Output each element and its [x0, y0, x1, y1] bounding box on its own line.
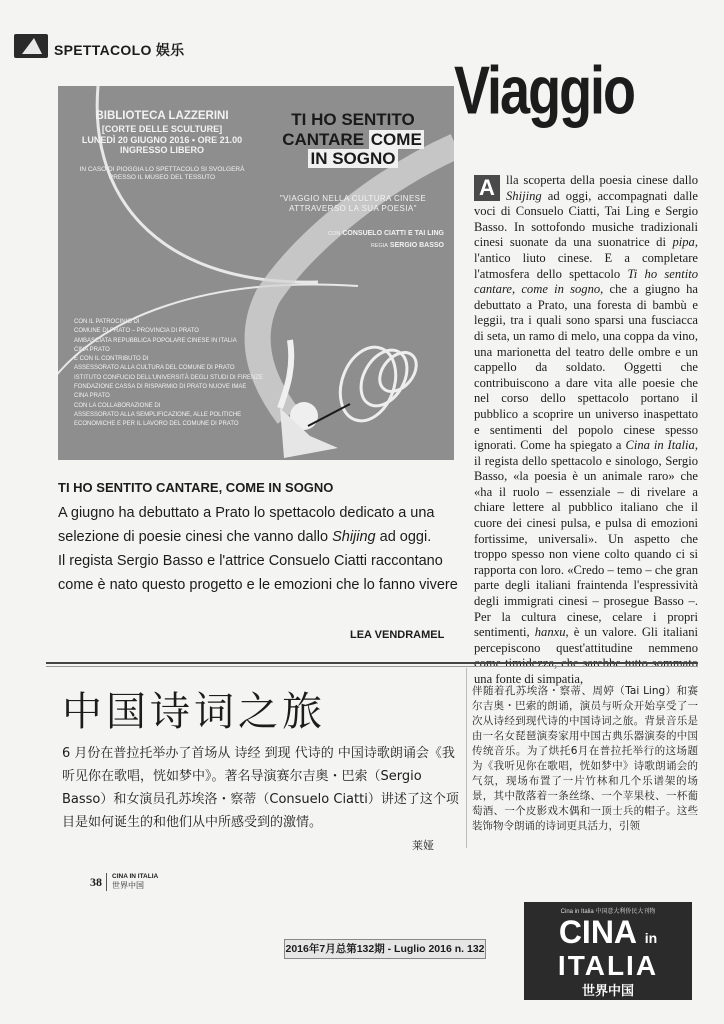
article-em-2: pipa: [672, 235, 695, 250]
headline: Viaggio: [454, 53, 635, 129]
article-em-3: Ti ho sentito cantare, come in sogno: [474, 266, 698, 297]
caption-summary-part1-end: ad oggi.: [375, 529, 432, 545]
logo-in: in: [644, 930, 658, 946]
article-text-1: lla scoperta della poesia cinese dallo: [506, 173, 698, 187]
poster-director: SERGIO BASSO: [389, 241, 444, 249]
poster-credit-line: ASSESSORATO ALLA CULTURA DEL COMUNE DI PRATO: [74, 365, 235, 372]
poster-venue-block: [74, 110, 250, 182]
chinese-author: 莱娅: [412, 839, 434, 852]
chinese-body: 伴随着孔苏埃洛・察蒂、周婷（Tai Ling）和赛尔吉奥・巴索的朗诵，演员与听众开始享受了一次从诗经到现代诗的中国诗词之旅。背景音乐是由一名女琵琶演奏家用中国古典乐器演奏的中国传统音乐。为了烘托6月在普拉托举行的这场题为《我听见你在歌唱，恍如梦中》诗歌朗诵会的气氛，现场布置了一片竹林和几个乐谱架的场景，其中散落着一条丝绦、一个苹果枝、一杯葡萄酒、一个皮影戏木偶和一顶士兵的帽子。这些装饰物令朗诵的诗词更具活力，引领: [472, 685, 698, 832]
page-number: 38: [90, 875, 102, 889]
poster-title: [262, 110, 444, 169]
article-text-3: , l'antico liuto cinese. E a completare l'atmosfera dello spettacolo: [474, 235, 698, 281]
chinese-summary: 6 月份在普拉托举办了首场从 诗经 到现 代诗的 中国诗歌朗诵会《我听见你在歌唱，恍如梦中》。著名导演赛尔吉奥・巴索（Sergio Basso）和女演员孔苏埃洛・察蒂（Consuelo Ciatti）讲述了这个项目是如何诞生的和他们从中所感受到的激情。: [62, 746, 459, 830]
poster-with-label: CON: [328, 231, 341, 237]
poster-director-label: REGIA: [370, 242, 388, 249]
logo-cina: CINA: [558, 914, 636, 950]
poster-venue: BIBLIOTECA LAZZERINI: [95, 110, 229, 122]
section-divider-thin: [46, 666, 698, 667]
poster-title-line3: IN SOGNO: [310, 149, 396, 169]
column-divider: [466, 668, 467, 848]
poster-credit-line: ISTITUTO CONFUCIO DELL'UNIVERSITÀ DEGLI STUDI DI FIRENZE: [74, 374, 264, 381]
page-number-divider: [106, 873, 107, 891]
poster-credit-line: E CON IL CONTRIBUTO DI: [74, 356, 149, 363]
article-body: [474, 173, 698, 688]
section-label: SPETTACOLO 娱乐: [54, 42, 185, 58]
poster-title-line2a: CANTARE: [282, 129, 369, 149]
article-text-2: ad oggi, accompagnati dalle voci di Consuelo Ciatti, Tai Ling e Sergio Basso. In sottofondo musiche tradizionali cinesi suonate da una suonatrice di: [474, 188, 698, 250]
magazine-mark-cn: 世界中国: [112, 880, 144, 890]
poster-credit-line: FONDAZIONE CASSA DI RISPARMIO DI PRATO NUOVE IMAE: [74, 384, 247, 391]
poster-cast-block: [268, 228, 444, 252]
logo-cn: 世界中国: [581, 984, 634, 999]
caption-summary-part2: Il regista Sergio Basso e l'attrice Consuelo Ciatti raccontano come è nato questo progetto e le emozioni che lo fanno vivere: [58, 553, 458, 593]
caption-summary-part1: A giugno ha debuttato a Prato lo spettacolo dedicato a una selezione di poesie cinesi che vanno dallo: [58, 505, 435, 545]
section-mark-icon: [14, 34, 48, 58]
magazine-logo: [524, 902, 692, 1000]
issue-label: 2016年7月总第132期 - Luglio 2016 n. 132: [284, 939, 486, 959]
logo-italia: ITALIA: [557, 950, 659, 981]
poster-entry: INGRESSO LIBERO: [119, 145, 204, 156]
caption-summary: [58, 501, 458, 597]
poster-credit-line: ASSESSORATO ALLA SEMPLIFICAZIONE, ALLE POLITICHE: [74, 411, 242, 418]
poster-credit-line: ECONOMICHE E PER IL LAVORO DEL COMUNE DI PRATO: [74, 421, 239, 428]
poster-venue-sub: [CORTE DELLE SCULTURE]: [101, 123, 223, 134]
article-text-5: , il regista dello spettacolo e sinologo, Sergio Basso, «la poesia è un animale raro» che «ha il ruolo – essenziale – di rivelare a chiare lettere al pubblico italiano che il cuore dei cinesi pulsa, e pulsa di emozioni fortissime, universali». Un aspetto che troppo spesso non viene colto quando ci si rapporta con loro. «Credo – temo – che gran parte degli italiani fraintenda l'espressività degli immigrati cinesi – prosegue Basso –. Per la cultura cinese, celare i propri sentimenti,: [474, 438, 698, 640]
magazine-mark-it: CINA IN ITALIA: [112, 873, 159, 880]
poster-credit-line: CON LA COLLABORAZIONE DI: [74, 402, 161, 409]
poster-credit-line: CINA PRATO: [74, 393, 110, 400]
article-em-1: Shijing: [506, 188, 542, 203]
chinese-title: 中国诗词之旅: [62, 689, 326, 735]
magazine-mark: [112, 873, 158, 890]
poster-credits: [74, 318, 274, 430]
logo-top: Cina in Italia 中国意大利侨民大刊物: [560, 909, 656, 915]
poster-rain-note: IN CASO DI PIOGGIA LO SPETTACOLO SI SVOLGERÀ PRESSO IL MUSEO DEL TESSUTO: [79, 166, 245, 181]
poster-cast: CONSUELO CIATTI E TAI LING: [342, 230, 444, 237]
article-em-4: Cina in Italia: [625, 438, 695, 453]
poster-subtitle: "VIAGGIO NELLA CULTURA CINESE ATTRAVERSO LA SUA POESIA": [279, 194, 427, 213]
event-poster: [58, 86, 454, 460]
poster-date: LUNEDÌ 20 GIUGNO 2016 • ORE 21.00: [81, 134, 243, 145]
section-divider: [46, 662, 698, 664]
caption-title: TI HO SENTITO CANTARE, COME IN SOGNO: [58, 480, 334, 495]
article-em-5: hanxu: [534, 625, 566, 640]
poster-credit-line: AMBASCIATA REPUBBLICA POPOLARE CINESE IN ITALIA: [74, 337, 237, 344]
author-byline: LEA VENDRAMEL: [350, 629, 445, 641]
article-text-4: , che a giugno ha debuttato a Prato, una foresta di bambù e leggii, tra i quali sono sparsi una fusciacca di seta, un ramo di melo, una coppa da vino, una marionetta del teatro delle ombre e un cappello da soldato. Oggetti che contribuiscono a dare vita alle poesie che nel corso dello spettacolo portano il pubblico a scoprire un universo inaspettato e sentimenti del popolo cinese spesso ignorati. Come ha spiegato a: [474, 282, 698, 453]
poster-credit-line: CON IL PATROCINIO DI: [74, 319, 140, 325]
poster-credit-line: CINA PRATO: [74, 346, 110, 353]
poster-credit-line: COMUNE DI PRATO – PROVINCIA DI PRATO: [74, 328, 199, 335]
caption-summary-em: Shijing: [332, 529, 376, 545]
poster-title-line1: TI HO SENTITO: [291, 110, 415, 129]
article-text-6: , è un valore. Gli italiani percepiscono quest'attitudine nemmeno una fonte di simpatia,: [474, 625, 698, 686]
drop-cap: A: [474, 175, 500, 201]
poster-title-line2b: COME: [370, 129, 422, 149]
